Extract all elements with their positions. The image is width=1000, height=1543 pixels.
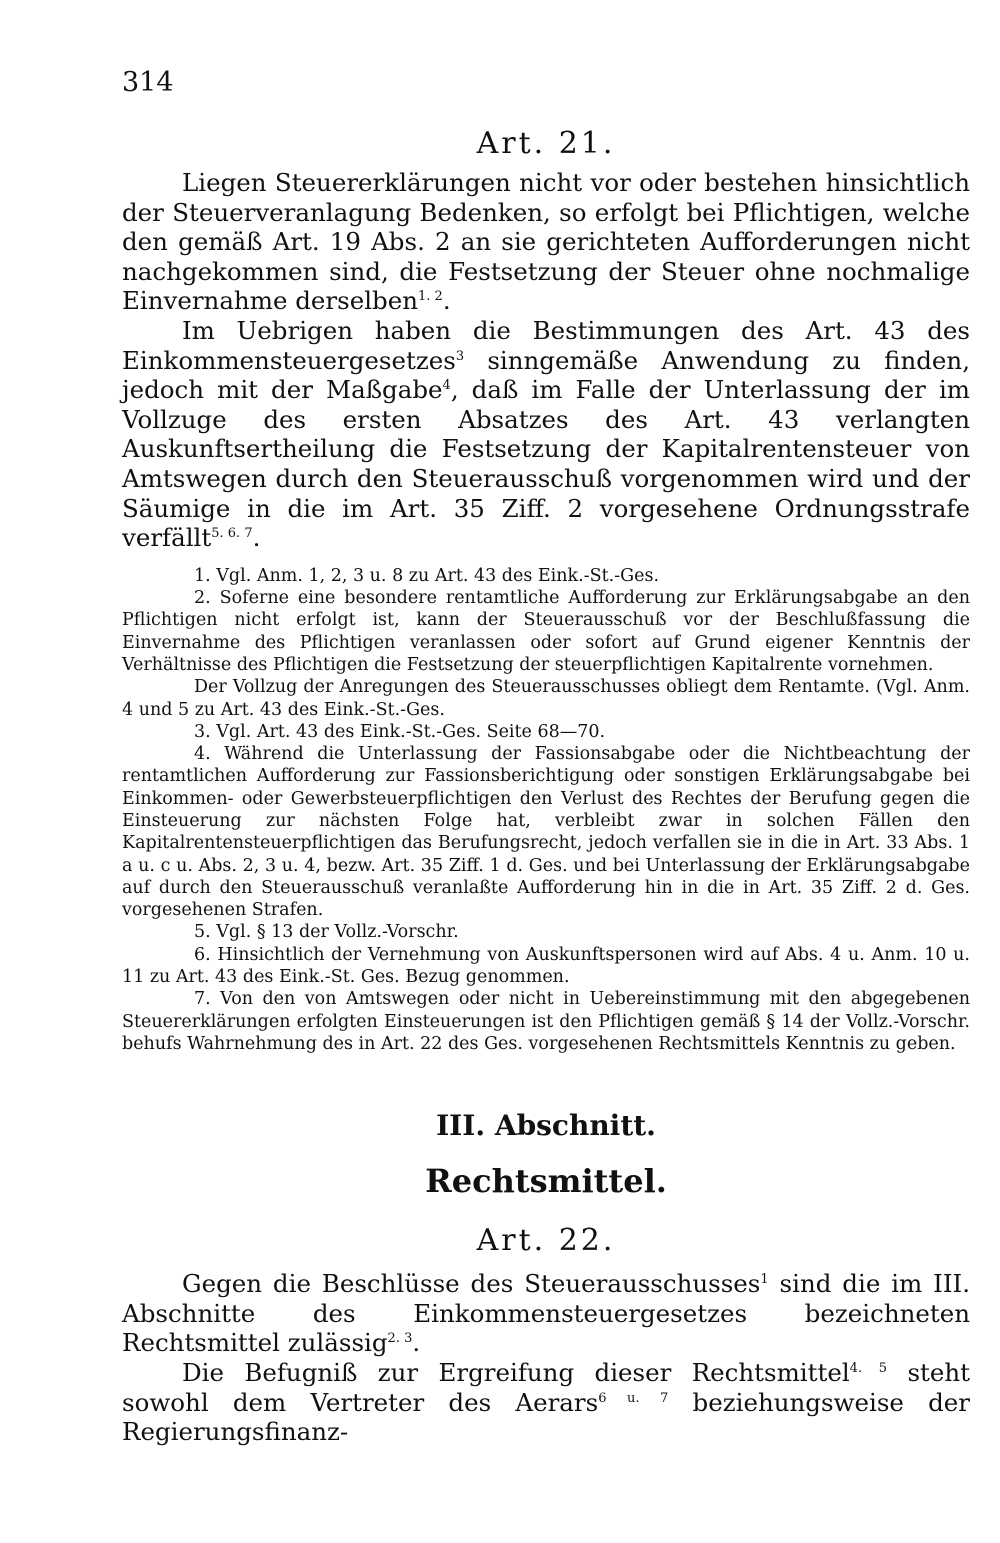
article-22-paragraph-2-text-a: Die Befugniß zur Ergreifung dieser Rechtsmittel	[182, 1358, 850, 1388]
footnote-ref: 4	[442, 378, 451, 393]
footnote-4: 4. Während die Unterlassung der Fassionsabgabe oder die Nichtbeachtung der rentamtlichen Aufforderung zur Fassionsberichtigung oder sonstigen Erklärungsabgabe bei Einkommen- oder Gewerbsteuerpflichtigen den Verlust des Rechtes der Berufung gegen die Einsteuerung zur nächsten Folge hat, verbleibt zwar in solchen Fällen den Kapitalrentensteuerpflichtigen das Berufungsrecht, jedoch verfallen sie in die in Art. 33 Abs. 1 a u. c u. Abs. 2, 3 u. 4, bezw. Art. 35 Ziff. 1 d. Ges. und bei Unterlassung der Erklärungsabgabe auf durch den Steuerausschuß veranlaßte Aufforderung hin in die in Art. 35 Ziff. 2 d. Ges. vorgesehenen Strafen.	[122, 744, 970, 921]
page-number: 314	[122, 67, 174, 98]
footnote-ref: 1. 2	[418, 289, 443, 305]
footnotes	[122, 565, 970, 1056]
footnote-6: 6. Hinsichtlich der Vernehmung von Auskunftspersonen wird auf Abs. 4 u. Anm. 10 u. 11 zu Art. 43 des Eink.-St. Ges. Bezug genommen.	[122, 944, 970, 988]
footnote-ref: 2. 3	[387, 1331, 413, 1347]
footnote-ref: 6 u. 7	[598, 1390, 669, 1406]
article-21-paragraph-1-text: Liegen Steuererklärungen nicht vor oder bestehen hinsichtlich der Steuerveranlagung Bedenken, so erfolgt bei Pflichtigen, welche den gemäß Art. 19 Abs. 2 an sie gerichteten Aufforderungen nicht nachgekommen sind, die Festsetzung der Steuer ohne nochmalige Einvernahme derselben	[122, 168, 970, 316]
article-22-paragraph-1-text-a: Gegen die Beschlüsse des Steuerausschusses	[182, 1269, 761, 1299]
footnote-5: 5. Vgl. § 13 der Vollz.-Vorschr.	[194, 922, 459, 943]
punctuation: .	[412, 1328, 421, 1358]
article-22-paragraph-2-text-c: beziehungsweise der Regierungsfinanz-	[122, 1387, 971, 1447]
article-21-paragraph-2-text-a: Im Uebrigen haben die Bestimmungen des Art. 43 des Einkommensteuergesetzes	[122, 315, 970, 375]
article-21-paragraph-2-text-b: sinngemäße Anwendung zu finden, jedoch mit der Maßgabe	[122, 345, 970, 405]
article-21-paragraph-2-text-c: , daß im Falle der Unterlassung der im Vollzuge des ersten Absatzes des Art. 43 verlangten Auskunftsertheilung die Festsetzung der Kapitalrentensteuer von Amtswegen durch den Steuerausschuß vorgenommen wird und der Säumige in die im Art. 35 Ziff. 2 vorgesehene Ordnungsstrafe verfällt	[122, 375, 971, 553]
footnote-2-continuation: Der Vollzug der Anregungen des Steuerausschusses obliegt dem Rentamte. (Vgl. Anm. 4 und 5 zu Art. 43 des Eink.-St.-Ges.	[122, 677, 970, 720]
article-22-paragraph-2	[122, 1358, 970, 1447]
footnote-ref: 5. 6. 7	[211, 525, 253, 541]
footnote-2: 2. Soferne eine besondere rentamtliche Aufforderung zur Erklärungsabgabe an den Pflichtigen nicht erfolgt ist, kann der Steuerausschuß vor der Beschlußfassung die Einvernahme des Pflichtigen veranlassen oder sofort auf Grund eigener Kenntnis der Verhältnisse des Pflichtigen die Festsetzung der steuerpflichtigen Kapitalrente vornehmen.	[122, 588, 970, 675]
punctuation: .	[252, 523, 261, 553]
section-subtitle: Rechtsmittel.	[425, 1162, 667, 1201]
article-22-paragraph-1-text-b: sind die im III. Abschnitte des Einkommensteuergesetzes bezeichneten Rechtsmittel zulässig	[122, 1269, 970, 1358]
article-22-paragraph-2-text-b: steht sowohl dem Vertreter des Aerars	[122, 1358, 970, 1417]
footnote-ref: 1	[760, 1272, 769, 1288]
footnote-1: 1. Vgl. Anm. 1, 2, 3 u. 8 zu Art. 43 des Eink.-St.-Ges.	[194, 565, 660, 586]
article-22-paragraph-1	[122, 1269, 970, 1358]
article-21-heading: Art. 21.	[476, 126, 616, 161]
article-22-heading: Art. 22.	[476, 1223, 616, 1259]
section-title: III. Abschnitt.	[436, 1109, 656, 1143]
footnote-ref: 4. 5	[849, 1360, 888, 1376]
article-21-paragraph-2	[122, 316, 970, 553]
footnote-7: 7. Von den von Amtswegen oder nicht in Uebereinstimmung mit den abgegebenen Steuererklärungen erfolgten Einsteuerungen ist den Pflichtigen gemäß § 14 der Vollz.-Vorschr. behufs Wahrnehmung des in Art. 22 des Ges. vorgesehenen Rechtsmittels Kenntnis zu geben.	[122, 989, 970, 1054]
punctuation: .	[442, 286, 451, 316]
footnote-3: 3. Vgl. Art. 43 des Eink.-St.-Ges. Seite 68—70.	[194, 721, 606, 742]
article-21-paragraph-1	[122, 168, 970, 316]
footnote-ref: 3	[455, 348, 465, 364]
